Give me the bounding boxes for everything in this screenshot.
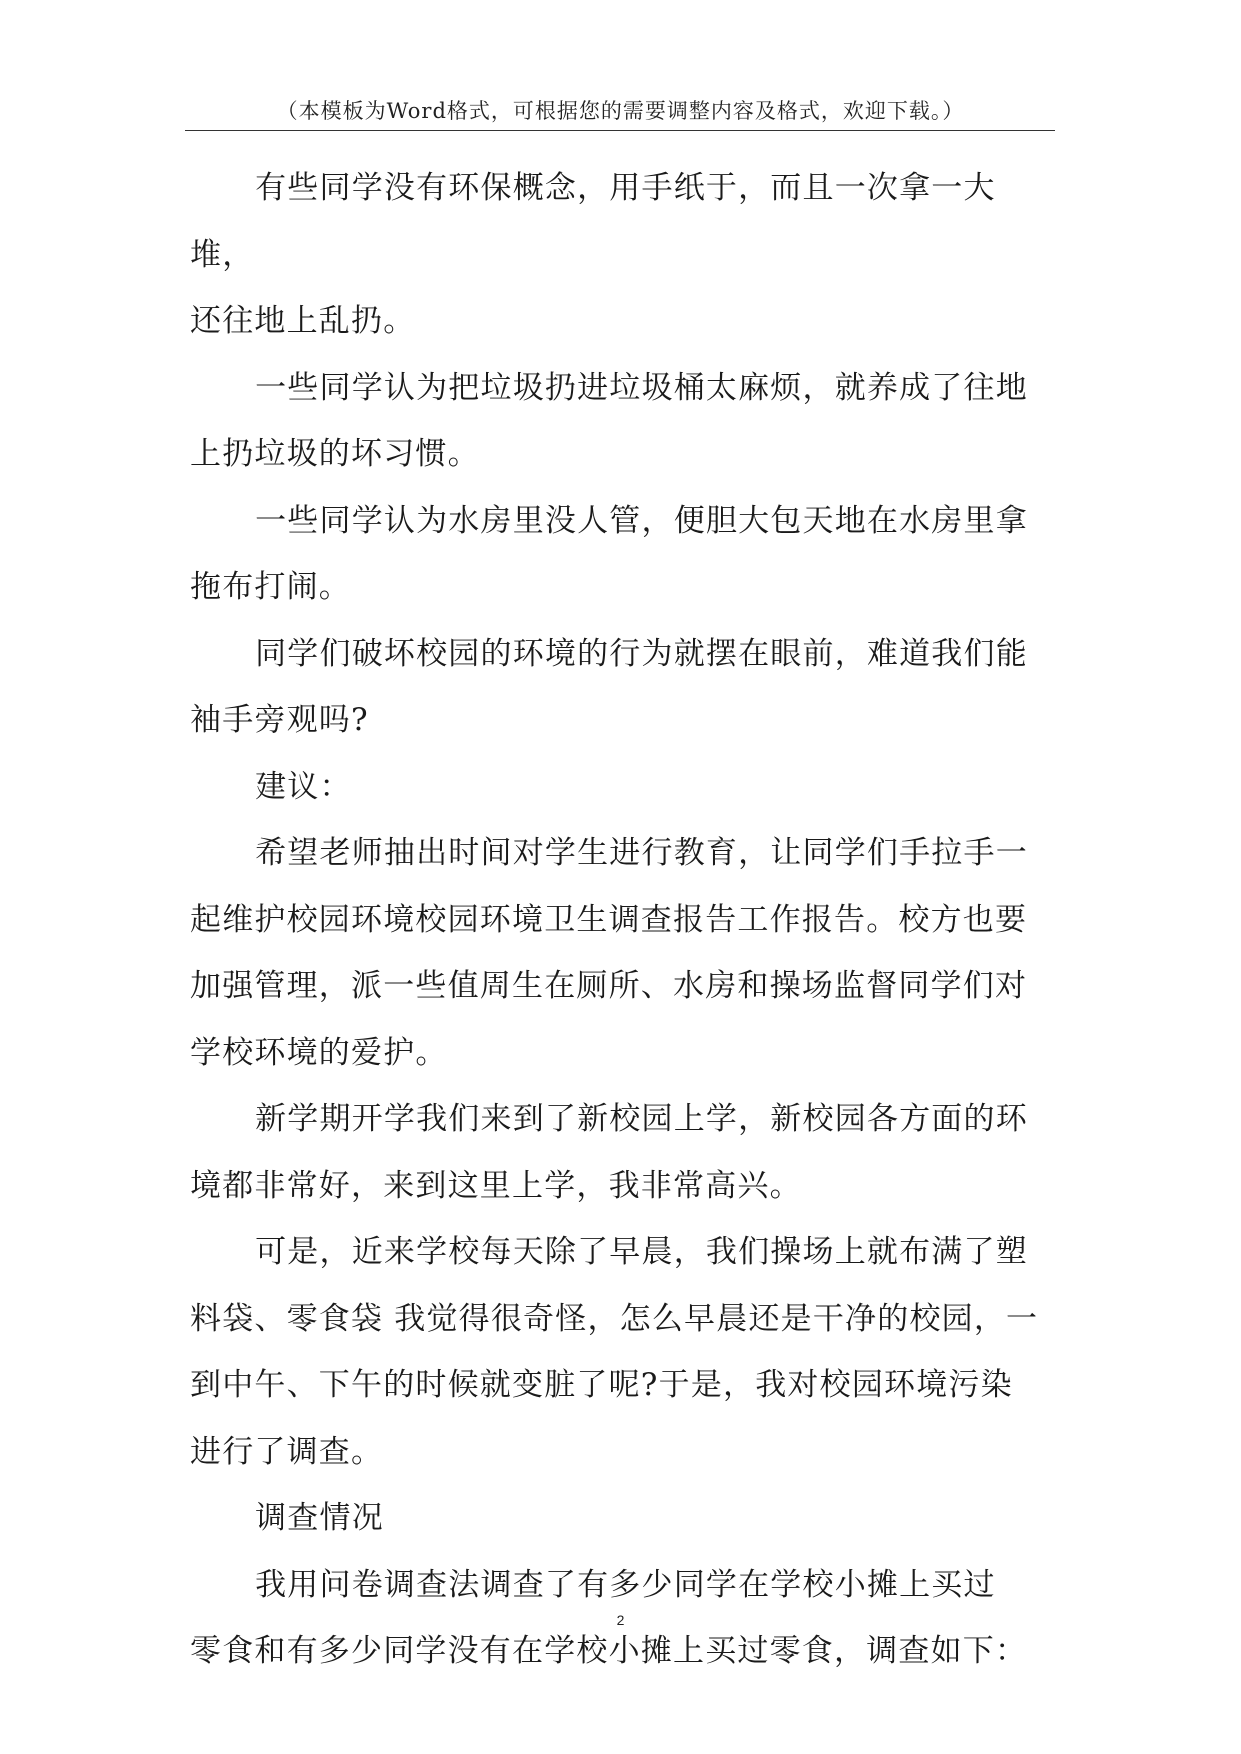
paragraph-7: 新学期开学我们来到了新校园上学，新校园各方面的环 境都非常好，来到这里上学，我非常高兴。 xyxy=(190,1101,1028,1204)
paragraph-2: 一些同学认为把垃圾扔进垃圾桶太麻烦，就养成了往地 上扔垃圾的坏习惯。 xyxy=(190,369,1028,472)
paragraph-10: 我用问卷调查法调查了有多少同学在学校小摊上买过 零食和有多少同学没有在学校小摊上买过零食，调查如下： xyxy=(190,1566,1028,1669)
paragraph-survey-heading: 调查情况 xyxy=(255,1500,384,1536)
paragraph-1: 有些同学没有环保概念，用手纸于，而且一次拿一大堆， 还往地上乱扔。 xyxy=(190,170,996,339)
page-number: 2 xyxy=(616,1612,625,1628)
header-divider xyxy=(185,130,1055,131)
template-note-header: （本模板为Word格式，可根据您的需要调整内容及格式，欢迎下载。） xyxy=(276,99,965,123)
paragraph-8: 可是，近来学校每天除了早晨，我们操场上就布满了塑 料袋、零食袋 我觉得很奇怪，怎么早晨还是干净的校园，一 到中午、下午的时候就变脏了呢?于是，我对校园环境污染 进行了调查。 xyxy=(190,1234,1039,1470)
paragraph-3: 一些同学认为水房里没人管，便胆大包天地在水房里拿 拖布打闹。 xyxy=(190,502,1028,605)
paragraph-6: 希望老师抽出时间对学生进行教育，让同学们手拉手一 起维护校园环境校园环境卫生调查报告工作报告。校方也要 加强管理，派一些值周生在厕所、水房和操场监督同学们对 学校环境的爱护。 xyxy=(190,835,1028,1071)
paragraph-4: 同学们破坏校园的环境的行为就摆在眼前，难道我们能 袖手旁观吗? xyxy=(190,635,1028,738)
document-body xyxy=(190,155,1060,1685)
paragraph-suggestion-heading: 建议： xyxy=(255,768,352,805)
